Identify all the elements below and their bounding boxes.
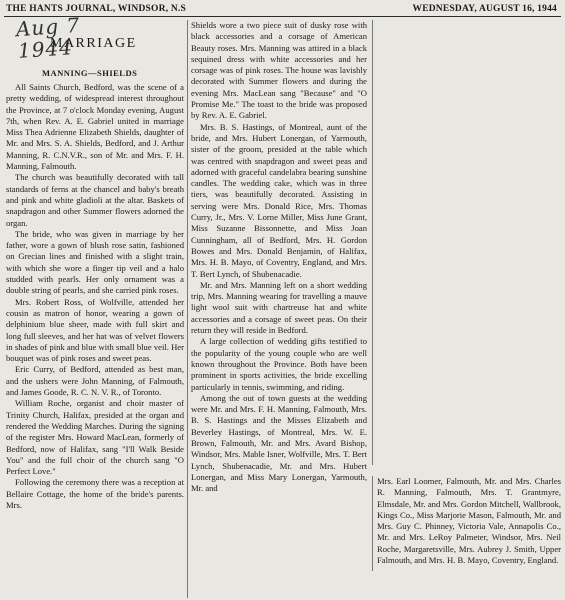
paragraph: Mr. and Mrs. Manning left on a short wedding trip, Mrs. Manning wearing for travelling a mauve light wool suit with chartreuse hat and white accessories and a corsage of sweet peas. On their return they will reside in Bedford. xyxy=(191,279,367,336)
paragraph: The church was beautifully decorated with tall standards of ferns at the chancel and baby's breath and pink and white gladioli at the altar. Baskets of snapdragon and other Summer flowers adorned the organ. xyxy=(6,172,184,228)
article-column-1 xyxy=(6,12,184,598)
article-column-2 xyxy=(191,20,367,565)
paper-name: THE HANTS JOURNAL, WINDSOR, N.S xyxy=(6,4,186,14)
paragraph: Among the out of town guests at the wedding were Mr. and Mrs. F. H. Manning, Falmouth, Mrs. B. S. Hastings and the Misses Elizabeth and Beverley Hastings, of Montreal, Mrs. W. E. Brown, Falmouth, Mr. and Mrs. Avard Bishop, Windsor, Mrs. Mable Isner, Wolfville, Mrs. T. Bert Lynch, Shubenacadie, Mr. and Mrs. Hubert Lonergan, and Miss Mary Lonergan, Yarmouth, Mr. and xyxy=(191,392,367,494)
paragraph: Shields wore a two piece suit of dusky rose with black accessories and a corsage of American Beauty roses. Mrs. Manning was attired in a black sequined dress with white accessories and her corsage was of pink roses. The house was lavishly decorated with Summer flowers and during the evening Mrs. MacLean sang "Because" and "O Promise Me." The toast to the bride was proposed by Rev. A. E. Gabriel. xyxy=(191,20,367,121)
paragraph: Following the ceremony there was a reception at Bellaire Cottage, the home of the bride's parents. Mrs. xyxy=(6,477,184,510)
handwritten-year: 1944 xyxy=(17,35,74,63)
handwritten-date: Aug 7 xyxy=(15,12,81,42)
paragraph: Eric Curry, of Bedford, attended as best man, and the ushers were John Manning, of Falmouth, and James Goode, R. C. N. V. R., of Toronto. xyxy=(6,364,184,398)
masthead xyxy=(4,2,561,17)
column-divider xyxy=(187,20,188,598)
paragraph: Mrs. B. S. Hastings, of Montreal, aunt of the bride, and Mrs. Hubert Lonergan, of Yarmouth, sister of the groom, presided at the table which was centred with snapdragon and sweet peas and adorned with graceful candelabra bearing sunshine candles. The wedding cake, which was in three tiers, was beautifully decorated. Assisting in serving were Mrs. Donald Rice, Mrs. Thomas Curry, Jr., Mrs. V. Lorne Miller, Miss June Grant, Miss Suzanne Bissonnette, and Miss Joan Cunningham, all of Bedford, Mrs. H. Gordon Bowes and Mrs. Donald Benjamin, of Halifax, Mrs. H. B. Mayo, of Coventry, England, and Mrs. T. Bert Lynch, of Shubenacadie. xyxy=(191,121,367,279)
column-divider xyxy=(372,20,373,465)
paragraph: Mrs. Robert Ross, of Wolfville, attended her cousin as matron of honor, wearing a gown of delphinium blue sheer, made with full skirt and long full sleeves, and her hat was of velvet flowers in shades of pink and blue with small blue veil. Her bouquet was of pink roses and sweet peas. xyxy=(6,296,184,364)
article-column-3 xyxy=(377,476,561,571)
column-divider xyxy=(372,476,373,571)
article-heading: MARRIAGE xyxy=(50,36,137,51)
article-subheading: MANNING—SHIELDS xyxy=(42,68,138,78)
issue-date: WEDNESDAY, AUGUST 16, 1944 xyxy=(412,4,557,14)
paragraph: Mrs. Earl Loomer, Falmouth, Mr. and Mrs. Charles R. Manning, Falmouth, Mrs. T. Grantmyre, Elmsdale, Mr. and Mrs. Gordon Mitchell, Wallbrook, Kings Co., Miss Marjorie Mason, Falmouth, Mr. and Mrs. Guy C. Phinney, Victoria Vale, Annapolis Co., Mr. and Mrs. LeRoy Palmeter, Windsor, Mrs. Neil Roche, Margaretsville, Mrs. Aubrey J. Smith, Upper Falmouth, and Mrs. H. B. Mayo, Coventry, England. xyxy=(377,476,561,566)
paragraph: A large collection of wedding gifts testified to the popularity of the young couple who are well known throughout the Province. Both have been prominent in sports activities, the bride excelling particularly in tennis, swimming, and riding. xyxy=(191,336,367,392)
paragraph: William Roche, organist and choir master of Trinity Church, Halifax, presided at the organ and rendered the Wedding Marches. During the signing of the register Mrs. Howard MacLean, formerly of Bedford, now of Halifax, sang "I'll Walk Beside You" and the full choir of the church sang "O Perfect Love." xyxy=(6,398,184,477)
paragraph: All Saints Church, Bedford, was the scene of a pretty wedding, of widespread interest throughout the Province, at 7 o'clock Monday evening, August 7th, when Rev. A. E. Gabriel united in marriage Miss Thea Adrienne Elizabeth Shields, daughter of Mr. and Mrs. S. A. Shields, Bedford, and J. Arthur Manning, R. C.N.V.R., son of Mr. and Mrs. F. H. Manning, Falmouth. xyxy=(6,82,184,172)
article-header xyxy=(6,12,184,82)
paragraph: The bride, who was given in marriage by her father, wore a gown of blush rose satin, fashioned on Grecian lines and finished with a slight train, with which she wore a finger tip veil and a halo studded with pearls. Her only ornament was a double string of pearls, and she carried pink roses. xyxy=(6,228,184,296)
